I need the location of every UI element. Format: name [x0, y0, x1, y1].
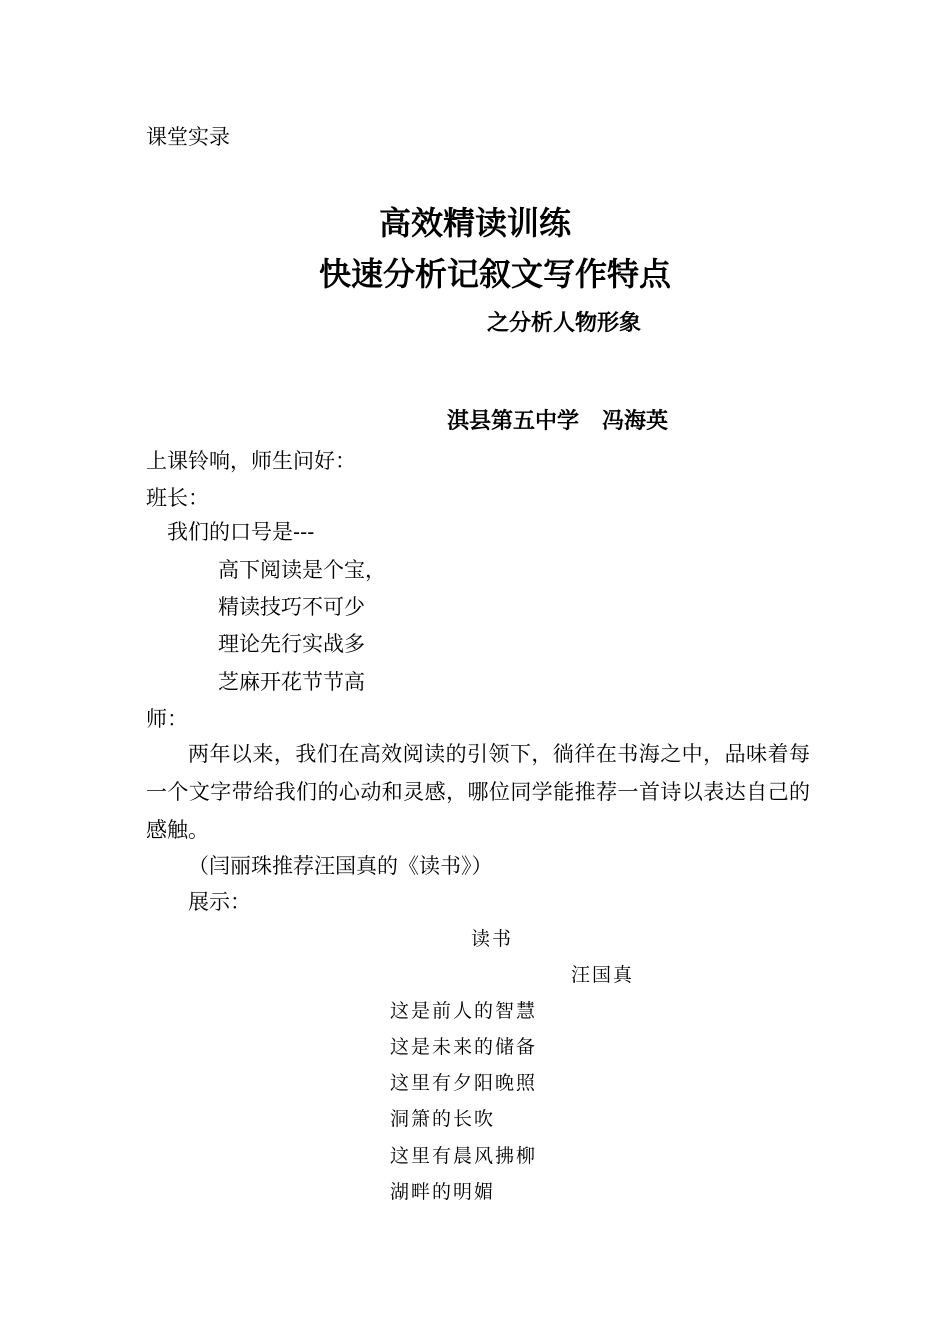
poem-line: 洞箫的长吹	[390, 1108, 496, 1130]
poem-line: 这里有晨风拂柳	[390, 1145, 538, 1167]
poem-line: 湖畔的明媚	[390, 1181, 496, 1203]
poem-line: 这是未来的储备	[390, 1036, 538, 1058]
poem-author: 汪国真	[571, 964, 635, 986]
subtitle: 之分析人物形象	[487, 311, 642, 336]
slogan-line: 芝麻开花节节高	[218, 670, 365, 694]
section-label: 课堂实录	[146, 125, 230, 149]
slogan-line: 高下阅读是个宝，	[218, 558, 386, 582]
monitor-label: 班长：	[146, 486, 209, 510]
title-line-2: 快速分析记叙文写作特点	[318, 255, 671, 293]
poem-line: 这是前人的智慧	[390, 1000, 538, 1022]
slogan-line: 精读技巧不可少	[218, 595, 365, 619]
recommend-note: （闫丽珠推荐汪国真的《读书》）	[188, 854, 493, 878]
title-line-1: 高效精读训练	[378, 204, 571, 242]
slogan-intro: 我们的口号是---	[167, 520, 315, 544]
author-line: 淇县第五中学 冯海英	[447, 409, 668, 434]
poem-line: 这里有夕阳晚照	[390, 1072, 538, 1094]
teacher-paragraph: 两年以来，我们在高效阅读的引领下，徜徉在书海之中，品味着每一个文字带给我们的心动和灵感，哪位同学能推荐一首诗以表达自己的感触。	[146, 742, 810, 842]
teacher-label: 师：	[146, 707, 188, 731]
slogan-line: 理论先行实战多	[218, 632, 365, 656]
show-label: 展示：	[188, 890, 251, 914]
poem-title: 读书	[471, 928, 514, 950]
intro-line: 上课铃响，师生问好：	[146, 449, 356, 473]
